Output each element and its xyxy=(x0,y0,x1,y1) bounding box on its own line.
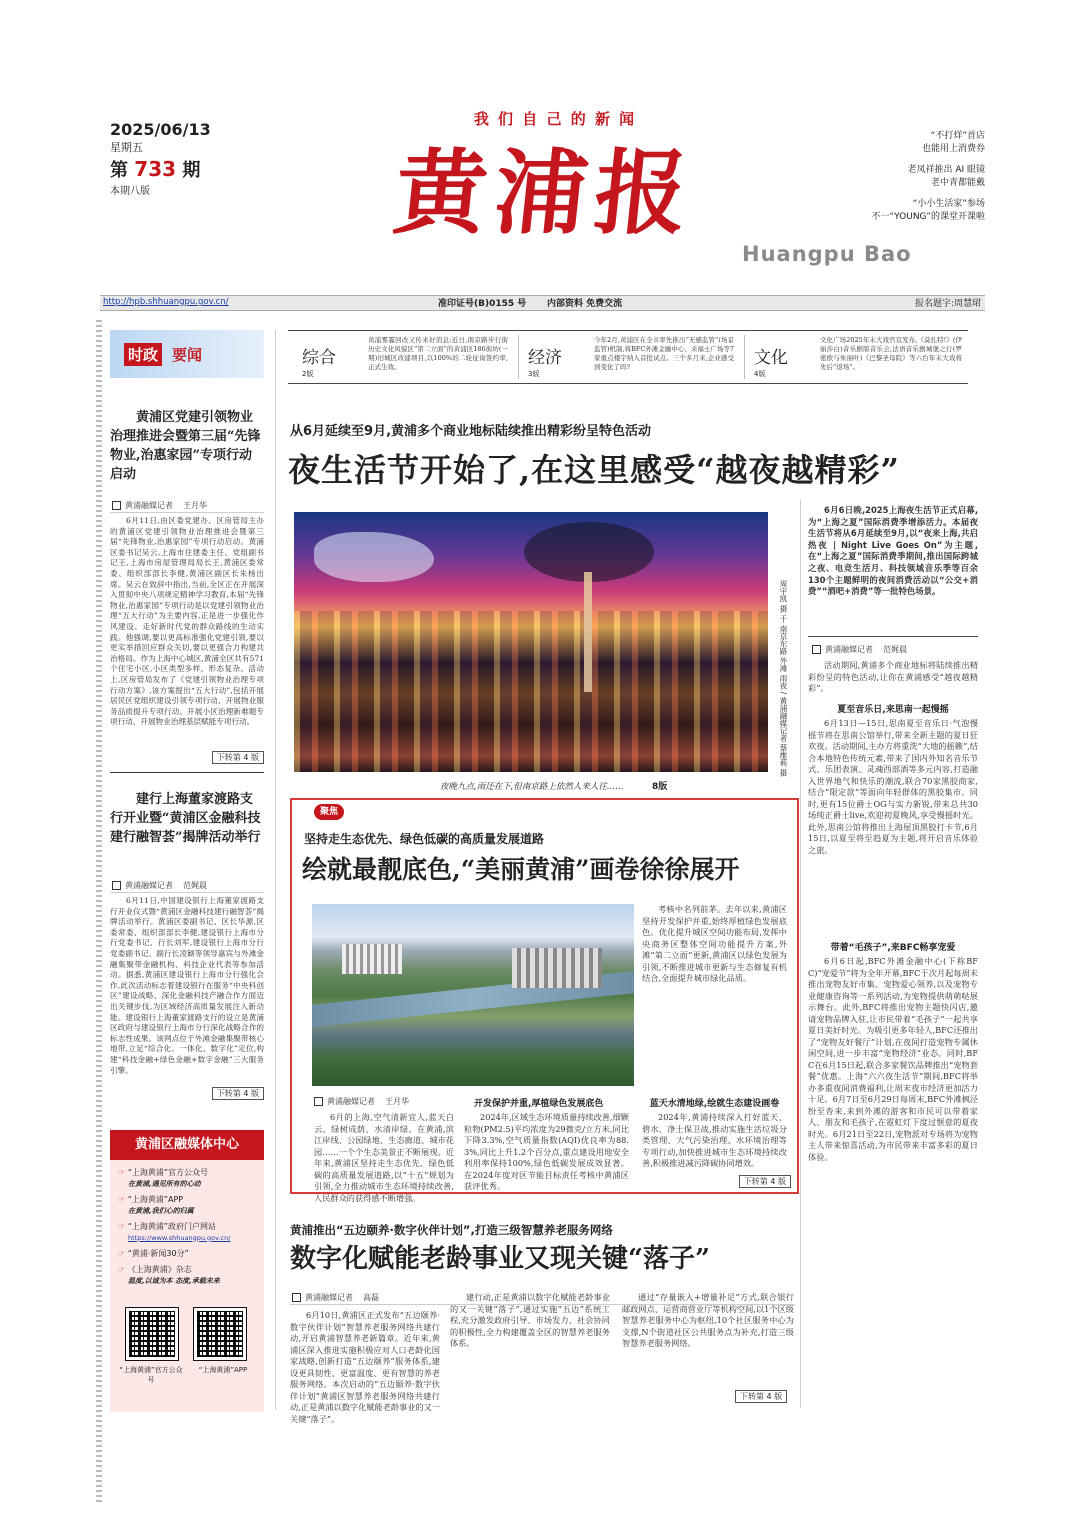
media-center-box xyxy=(110,1160,264,1412)
lead-kicker: 从6月延续至9月,黄浦多个商业地标陆续推出精彩纷呈特色活动 xyxy=(290,424,652,439)
bottom-body-b: 建行动,正是黄浦以数字化赋能老龄事业的又一关键“落子”,通过实施“五边”系统工程,充分激发政府引导、市场发力、社会协同的积极性,全力构建覆盖全区的智慧养老服务体系。 xyxy=(450,1292,610,1348)
lead-body-c: 6月6日起,BFC外滩金融中心(下称BFC)“宠爱节”将为全年开幕,BFC于次月起每周末推出宠物友好市集、宠物爱心领养,以及宠物专业健康咨询等一系列活动,为宠物提供萌萌哒展示舞台。此外,BFC将推出宠物主题快闪店,邀请宠物品牌入驻,让市民带着“毛孩子”一起共享夏日美好时光。为吸引更多年轻人,BFC还推出了“宠物友好餐厅”计划,在夜间打造宠物专属休闲空间,进一步丰富“宠物经济”业态。同时,BFC在6月15日起,联合多家餐饮品牌推出“宠物套餐”优惠。上海“六六夜生活节”期间,BFC将举办多重夜间消费福利,让周末夜市经济更加活力十足。6月7日至6月29日每周末,BFC外滩枫泾纷至沓来,来到外滩的游客和市民可以带着家人、朋友和毛孩子,在霓虹灯下度过惬意的夏夜时光。6月21日至22日,宠物派对专场将为宠物主人带来惊喜活动,为市民带来丰富多彩的夏日体验。 xyxy=(808,956,978,1162)
media-item[interactable]: ☞ “黄浦·新闻30分” xyxy=(118,1249,189,1258)
info-bar xyxy=(100,295,985,311)
bottom-byline: 黄浦融媒记者 高磊 xyxy=(292,1292,379,1303)
teaser-item[interactable]: 老凤祥推出 AI 眼镜 老中青都能戴 xyxy=(907,165,985,188)
masthead-teasers xyxy=(840,130,985,223)
feature-kicker: 坚持走生态优先、绿色低碳的高质量发展道路 xyxy=(304,832,545,846)
section-summary: 今年2月,黄浦区在全市率先推出“无感监管”(场景监管)机制,将BFC外滩金融中心、来福士广场等7家重点楼宇纳入首批试点。三个多月来,企业感受到变化了吗? xyxy=(594,336,734,371)
section-name: 文化 xyxy=(754,348,788,368)
calligraphy-credit: 报名题字:周慧珺 xyxy=(914,299,981,309)
issue-date: 2025/06/13 xyxy=(110,120,211,139)
section-page: 4版 xyxy=(754,370,766,378)
left-story-title: 建行上海董家渡路支行开业暨“黄浦区金融科技建行融智荟”揭牌活动举行 xyxy=(110,792,261,845)
photo-credit: 周宇凯 摄 于 南京东路 外滩 雨夜 / 黄浦融媒记者 蔡维莉 摄 xyxy=(779,580,788,777)
lead-photo xyxy=(294,512,768,772)
continue-link[interactable]: 下转第 4 版 xyxy=(212,751,264,764)
margin-rule xyxy=(96,320,102,1504)
qr-code-wechat[interactable] xyxy=(126,1308,178,1360)
media-item[interactable]: ☞ 《上海黄浦》杂志 温度,以诚为本 态度,承载未来 xyxy=(118,1265,220,1285)
feature-body-d: 2024年,黄浦持续深入打好蓝天、碧水、净土保卫战,推动实施生活垃圾分类管理、大气污染治理、水环境治理等专项行动,加快推进城市生态环境持续改善,积极推进减污降碳协同增效。 xyxy=(642,1112,787,1168)
issue-number: 第 733 期 xyxy=(110,157,201,181)
bottom-body-c: 通过“存量嵌入+增量补足”方式,联合银行邮政网点、运营商营业厅等机构空间,以1个区级智慧养老服务中心为枢纽,10个社区服务中心为支撑,N个街道社区公共服务点为补充,打造三级智慧养老服务网络。 xyxy=(622,1292,794,1348)
section-wenhua[interactable] xyxy=(746,331,968,383)
left-story-2-byline: 黄浦融媒记者 范娓晨 xyxy=(112,880,207,891)
feature-body-a: 6月的上海,空气清新宜人,蓝天白云、绿树成荫、水清岸绿。在黄浦,滨江岸线、公园绿地、生态廊道、城市花园……一个个生态美景正不断展现。近年来,黄浦区坚持走生态优先、绿色低碳的高质量发展道路,以“十五”规划为引领,全力推动城市生态环境持续改善,人民群众的获得感不断增强。 xyxy=(314,1112,454,1203)
continue-link[interactable]: 下转第 4 版 xyxy=(739,1175,791,1188)
bottom-kicker: 黄浦推出“五边颐养·数字伙伴计划”,打造三级智慧养老服务网络 xyxy=(290,1223,613,1237)
qr-code-app[interactable] xyxy=(194,1308,246,1360)
issue-pages: 本期八版 xyxy=(110,186,150,197)
feature-byline: 黄浦融媒记者 王月华 xyxy=(314,1096,409,1107)
continue-link[interactable]: 下转第 4 版 xyxy=(212,1087,264,1100)
section-page: 3版 xyxy=(528,370,540,378)
lead-intro: 6月6日晚,2025上海夜生活节正式启幕,为“上海之夏”国际消费季增添活力。本届夜生活节将从6月延续至9月,以“夜来上海,共启热夜 | Night Live Goes On”为主题,在“上海之夏”国际消费季期间,推出国际跨城之夜、电竞生活月、科技领域音乐季等百余130个主题鲜明的夜间消费活动以“公交+消费”“酒吧+消费”等一批特色场景。 xyxy=(808,505,978,597)
section-name: 综合 xyxy=(302,348,336,368)
left-story-1-body: 6月11日,由区委党建办、区房管局主办的黄浦区党建引领物业治理推进会暨第三届“先锋物业,治惠家园”专项行动启动。黄浦区委书记吴云,上海市住建委主任、党组副书记王,上海市房屋管理局局长王,黄浦区委常委、组织部部长李健,黄浦区副区长朱杨出席。吴云在致辞中指出,当前,全区正在开展深入贯彻中央八项规定精神学习教育,本届“先锋物业,治惠家园”专项行动是以党建引领物业治理“五大行动”为主要内容,正是进一步强化作风建设、走好新时代党的群众路线的生动实践。他强调,要以更高标准强化党建引领,要以更实举措回应群众关切,要以更强合力构建共治格局。作为上海中心城区,黄浦全区共有571个住宅小区,小区类型多样、形态复杂。活动上,区房管局发布了《党建引领物业治理专项行动方案》,该方案提出“五大行动”,包括开展居民区党组织建设引领专项行动、开展物业服务品质提升专项行动、开展小区治理新难题专项行动、开展物业治理基层赋能专项行动。 下转第 4 版 xyxy=(110,516,264,762)
issue-weekday: 星期五 xyxy=(110,141,143,154)
feature-photo xyxy=(312,904,634,1086)
section-summary: 文化广场2025年末大戏官宣发布,《莫扎特!》(伊丽莎白)音乐剧版音乐会,法语音乐剧城堡之行(罗密欧与朱丽叶)《巴黎圣母院》等六台年末大戏将先后“返场”。 xyxy=(820,336,962,371)
left-story-1[interactable] xyxy=(110,408,264,484)
continue-link[interactable]: 下转第 4 版 xyxy=(735,1390,787,1403)
section-index-bar xyxy=(288,330,968,384)
media-center-title: 黄浦区融媒体中心 xyxy=(110,1130,264,1160)
section-zonghe[interactable] xyxy=(288,331,518,383)
masthead-title: 黄浦报 xyxy=(389,139,701,247)
feature-subhead-2: 蓝天水清地绿,绘就生态建设画卷 xyxy=(649,1099,780,1109)
lead-headline[interactable]: 夜生活节开始了,在这里感受“越夜越精彩” xyxy=(288,451,900,489)
left-story-2-body: 6月11日,中国建设银行上海董家渡路支行开业仪式暨“黄浦区金融科技建行融智荟”揭牌活动举行。黄浦区委副书记、区长华源,区委常委、组织部部长李健,建设银行上海市分行党委书记、行长刘军,建设银行上海市分行党委副书记、副行长凌颖等领导嘉宾与外滩金融集聚带金融机构、科技企业代表等参加活动。据悉,黄浦区建设银行上海市分行强化合作,此次活动标志着建设银行在服务“中央科创区”建设战略、深化金融科技产融合作方面迈出关键步伐,为区域经济高质量发展注入新动能。建设银行上海董家渡路支行的设立是黄浦区政府与建设银行上海市分行深化战略合作的标志性成果。该网点位于外滩金融集聚带核心地带,立足“综合化、一体化、数字化”定位,构建“科技金融+绿色金融+数字金融”三大服务引擎。 下转第 4 版 xyxy=(110,896,264,1098)
media-item[interactable]: ☞ “上海黄浦”官方公众号 在黄浦,遇见所有的心动 xyxy=(118,1168,209,1188)
left-story-2[interactable] xyxy=(110,790,264,847)
lead-byline: 黄浦融媒记者 范娓晨 xyxy=(812,644,907,655)
bottom-headline[interactable]: 数字化赋能老龄事业又现关键“落子” xyxy=(290,1244,710,1274)
news-label: 要闻 xyxy=(172,346,203,364)
photo-page-ref[interactable]: 8版 xyxy=(652,782,668,792)
feature-body-b: 2024年,区域生态环境质量持续改善,细颗粒物(PM2.5)平均浓度为29微克/立方米,同比下降3.3%,空气质量指数(AQI)优良率为88.3%,同比上升1.2个百分点,重点建设用地安全利用率保持100%,绿色低碳发展成效显著。在2024年度对区节能目标责任考核中黄浦区获评优秀。 xyxy=(464,1112,629,1191)
section-jingji[interactable] xyxy=(520,331,742,383)
internal-note: 内部资料 免费交流 xyxy=(547,299,623,309)
masthead-pinyin: Huangpu Bao xyxy=(742,242,912,266)
photo-caption: 夜晚九点,雨还在下,但南京路上依然人来人往…… xyxy=(440,782,624,792)
masthead-dateblock xyxy=(110,120,211,200)
politics-label: 时政 xyxy=(124,343,162,366)
qr-label: “上海黄浦”官方公众号 xyxy=(119,1366,183,1384)
feature-body-c: 考核中名列前茅。去年以来,黄浦区坚持开发保护并重,始终厚植绿色发展底色。优化提升城区空间功能布局,发挥中央商务区整体空间功能提升方案,外滩“第二立面”更新,黄浦区以绿色发展为引领,不断推进城市更新与生态修复有机结合,全面提升城市绿化品质。 xyxy=(642,904,787,983)
lead-subhead-2: 带着“毛孩子”,来BFC畅享宠爱 xyxy=(830,943,956,953)
site-url-link[interactable]: http://hpb.shhuangpu.gov.cn/ xyxy=(103,297,229,307)
feature-headline[interactable]: 绘就最靓底色,“美丽黄浦”画卷徐徐展开 xyxy=(302,855,740,884)
politics-banner xyxy=(110,330,264,378)
left-story-1-byline: 黄浦融媒记者 王月华 xyxy=(112,500,207,511)
lead-body-b: 6月13日—15日,思南夏至音乐日·气泡慢摇节将在思南公馆举行,带来全新主题的夏日狂欢夜。活动期间,主办方将重洗“大地的摇籁”,结合本地特色传统元素,带来了国内外知名音乐节式、乐团表演、灵魂西部酒等多元内容,打造融入世界地气和快乐的潮流,联合70家黑胶商家,结合“限定款”等面向年轻群体的黑胶集市。同时,更有15位爵士OG与实力新锐,带来总共30场纯正爵士live,欢迎初夏晚风,享受慢摇时光。此外,思南公馆将推出上海屋顶黑胶打卡节,6月15日,以夏至将至趋夏为主题,将开启音乐体验之旅。 xyxy=(808,718,978,855)
feature-box xyxy=(290,798,799,1203)
qr-label: “上海黄浦”APP xyxy=(198,1366,248,1374)
section-page: 2版 xyxy=(302,370,314,378)
bottom-body-a: 6月10日,黄浦区正式发布“五边颐养·数字伙伴计划”智慧养老服务网络共建行动,开启黄浦智慧养老新篇章。近年来,黄浦区深入推进实施积极应对人口老龄化国家战略,创新打造“五边颐养”服务体系,建设更具韧性、更富温度、更有智慧的养老服务网络。本次启动的“五边颐养·数字伙伴计划”黄浦区智慧养老服务网络共建行动,正是黄浦以数字化赋能老龄事业的又一关键“落子”。 xyxy=(290,1310,440,1424)
permit-number: 准印证号(B)0155 号 xyxy=(438,299,527,309)
section-name: 经济 xyxy=(528,348,562,368)
teaser-item[interactable]: “小小生活家”参场 不一“YOUNG”的课堂开课啦 xyxy=(871,199,985,222)
lead-subhead-1: 夏至音乐日,来思南一起慢摇 xyxy=(837,705,949,715)
feature-subhead-1: 开发保护并重,厚植绿色发展底色 xyxy=(474,1099,604,1109)
media-item[interactable]: ☞ “上海黄浦”政府门户网站 https://www.shhuangpu.gov.cn/ xyxy=(118,1222,231,1242)
section-summary: 黄浦雾霾回改又传来好消息:近日,南京路步行街历史文化风貌区“第二立面”的黄浦区186街坊(一期)旧城区改建项目,以100%的二轮征询签约率,正式生效。 xyxy=(368,336,508,371)
feature-tag: 聚焦 xyxy=(314,804,344,820)
left-story-title: 黄浦区党建引领物业治理推进会暨第三届“先锋物业,治惠家园”专项行动启动 xyxy=(110,410,261,482)
teaser-item[interactable]: “不打烊”首店 也能用上消费券 xyxy=(921,131,985,154)
lead-body-a: 活动期间,黄浦多个商业地标将陆续推出精彩纷呈的特色活动,让你在黄浦感受“越夜越精彩”。 xyxy=(808,660,978,693)
media-item[interactable]: ☞ “上海黄浦”APP 在黄浦,我们心的归属 xyxy=(118,1195,194,1215)
masthead-slogan: 我 们 自 己 的 新 闻 xyxy=(473,110,637,128)
